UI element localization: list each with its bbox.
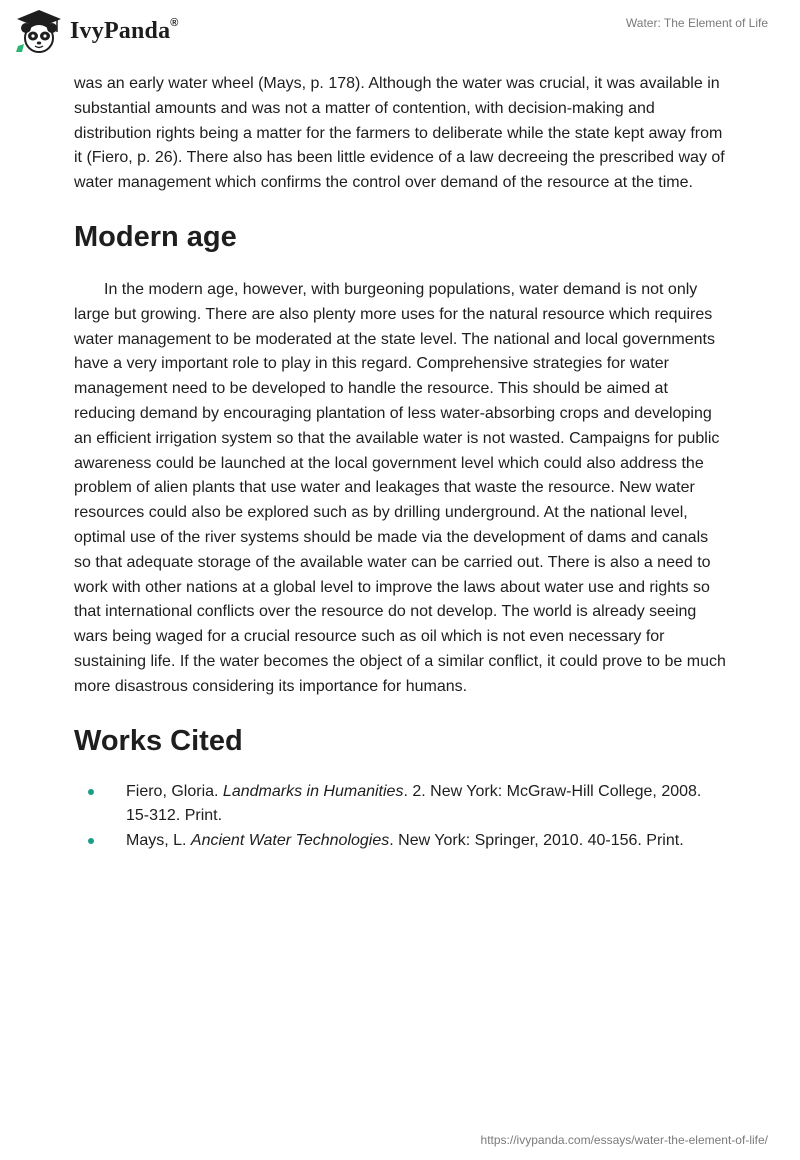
citation-item [74, 829, 726, 854]
works-cited-list [74, 780, 726, 854]
page-header [0, 0, 800, 60]
bullet-icon [88, 838, 94, 844]
panda-logo-icon [14, 8, 64, 54]
ivypanda-logo[interactable] [14, 8, 179, 54]
citation-details: . 2. New York: McGraw-Hill College, 2008. 15-312. Print. [126, 782, 702, 825]
logo-wordmark: IvyPanda® [70, 17, 179, 44]
works-cited-heading: Works Cited [74, 724, 243, 757]
citation-title: Ancient Water Technologies [190, 832, 390, 850]
citation-details: . New York: Springer, 2010. 40-156. Print. [389, 832, 684, 850]
modern-age-heading: Modern age [74, 220, 237, 253]
citation-title: Landmarks in Humanities [222, 782, 404, 800]
modern-age-paragraph: In the modern age, however, with burgeoning populations, water demand is not only large but growing. There are also plenty more uses for the natural resource which requires water management to be moderated at the state level. The national and local governments have a very important role to play in this regard. Comprehensive strategies for water management need to be developed to handle the resource. This should be aimed at reducing demand by encouraging plantation of less water-absorbing crops and developing an efficient irrigation system so that the available water is not wasted. Campaigns for public awareness could be launched at the local government level which could also address the problem of alien plants that use water and leakages that waste the resource. New water resources could also be explored such as by drilling underground. At the national level, optimal use of the river systems should be made via the development of dams and canals so that adequate storage of the available water can be carried out. There is also a need to work with other nations at a global level to improve the laws about water use and rights so that international conflicts over the resource do not develop. The world is already seeing wars being waged for a crucial resource such as oil which is not even necessary for sustaining life. If the water becomes the object of a similar conflict, it could prove to be much more disastrous considering its importance for humans. [74, 280, 726, 695]
citation-author: Mays, L. [126, 832, 191, 850]
document-title: Water: The Element of Life [625, 16, 768, 30]
source-url[interactable]: https://ivypanda.com/essays/water-the-element-of-life/ [480, 1133, 768, 1147]
citation-item [74, 780, 726, 830]
bullet-icon [88, 789, 94, 795]
citation-author: Fiero, Gloria. [126, 782, 223, 800]
essay-content [74, 72, 726, 854]
intro-paragraph: was an early water wheel (Mays, p. 178). Although the water was crucial, it was available in substantial amounts and was not a matter of contention, with decision-making and distribution rights being a matter for the farmers to deliberate while the state kept away from it (Fiero, p. 26). There also has been little evidence of a law decreeing the prescribed way of water management which confirms the control over demand of the resource at the time. [74, 75, 725, 192]
